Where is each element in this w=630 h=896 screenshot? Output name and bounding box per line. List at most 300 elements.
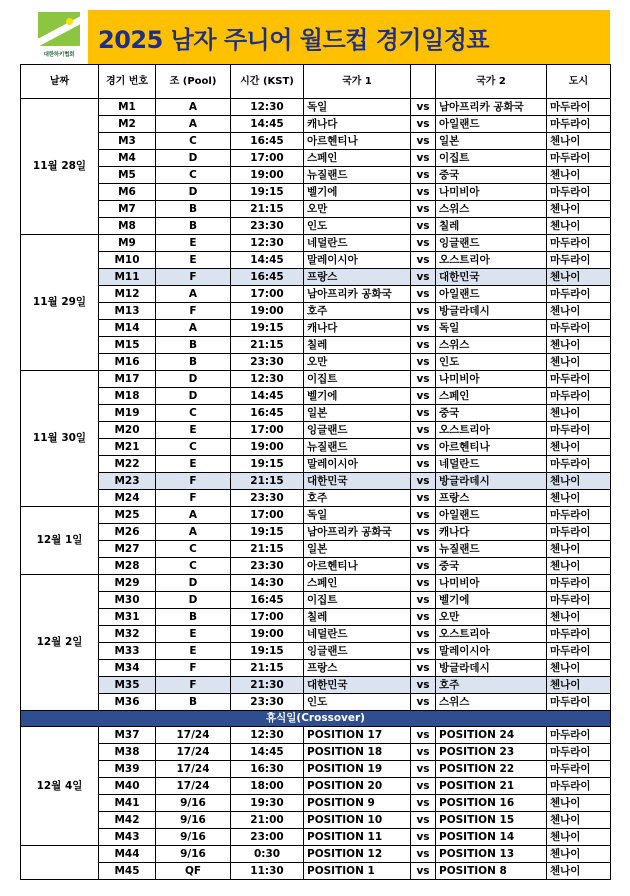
- team-1: 말레이시아: [304, 456, 411, 473]
- team-1: 독일: [304, 507, 411, 524]
- time: 19:15: [231, 524, 304, 541]
- city: 첸나이: [547, 439, 611, 456]
- match-number: M29: [99, 575, 156, 592]
- match-number: M18: [99, 388, 156, 405]
- match-row: [21, 218, 611, 235]
- vs-label: vs: [411, 422, 436, 439]
- time: 14:45: [231, 116, 304, 133]
- team-2: POSITION 23: [436, 744, 547, 761]
- pool: E: [156, 626, 231, 643]
- city: 마두라이: [547, 184, 611, 201]
- team-1: 네덜란드: [304, 235, 411, 252]
- team-1: 스페인: [304, 150, 411, 167]
- match-row: [21, 320, 611, 337]
- pool: C: [156, 167, 231, 184]
- team-2: 대한민국: [436, 269, 547, 286]
- match-row: [21, 558, 611, 575]
- match-number: M17: [99, 371, 156, 388]
- vs-label: vs: [411, 829, 436, 846]
- city: 첸나이: [547, 846, 611, 863]
- time: 12:30: [231, 371, 304, 388]
- match-number: M30: [99, 592, 156, 609]
- time: 12:30: [231, 727, 304, 744]
- pool: C: [156, 541, 231, 558]
- city: 첸나이: [547, 541, 611, 558]
- vs-label: vs: [411, 778, 436, 795]
- city: 마두라이: [547, 150, 611, 167]
- match-number: M19: [99, 405, 156, 422]
- team-2: 호주: [436, 677, 547, 694]
- time: 18:00: [231, 778, 304, 795]
- match-row: [21, 490, 611, 507]
- team-1: 아르헨티나: [304, 133, 411, 150]
- match-row: [21, 439, 611, 456]
- city: 마두라이: [547, 456, 611, 473]
- pool: 17/24: [156, 761, 231, 778]
- logo-mark-icon: [38, 12, 80, 46]
- match-row: [21, 846, 611, 863]
- team-1: 칠레: [304, 337, 411, 354]
- team-2: 스위스: [436, 201, 547, 218]
- team-1: 인도: [304, 218, 411, 235]
- city: 첸나이: [547, 609, 611, 626]
- city: 첸나이: [547, 218, 611, 235]
- match-number: M24: [99, 490, 156, 507]
- team-1: 인도: [304, 694, 411, 711]
- team-2: POSITION 16: [436, 795, 547, 812]
- team-1: 말레이시아: [304, 252, 411, 269]
- match-row: [21, 456, 611, 473]
- header-team-2: 국가 2: [436, 65, 547, 99]
- time: 19:30: [231, 795, 304, 812]
- match-number: M11: [99, 269, 156, 286]
- city: 첸나이: [547, 829, 611, 846]
- time: 19:00: [231, 167, 304, 184]
- vs-label: vs: [411, 388, 436, 405]
- team-2: 나미비아: [436, 371, 547, 388]
- team-1: 대한민국: [304, 473, 411, 490]
- team-2: POSITION 21: [436, 778, 547, 795]
- pool: 17/24: [156, 744, 231, 761]
- match-row: [21, 133, 611, 150]
- time: 21:15: [231, 541, 304, 558]
- city: 마두라이: [547, 761, 611, 778]
- match-row: [21, 473, 611, 490]
- team-1: 네덜란드: [304, 626, 411, 643]
- team-1: 오만: [304, 354, 411, 371]
- team-1: 아르헨티나: [304, 558, 411, 575]
- match-number: M45: [99, 863, 156, 880]
- match-row: [21, 812, 611, 829]
- vs-label: vs: [411, 116, 436, 133]
- time: 16:45: [231, 269, 304, 286]
- match-date: 12월 1일: [21, 507, 99, 575]
- pool: 9/16: [156, 846, 231, 863]
- city: 첸나이: [547, 795, 611, 812]
- schedule-body: [21, 99, 611, 880]
- time: 19:15: [231, 320, 304, 337]
- time: 19:00: [231, 303, 304, 320]
- team-1: 호주: [304, 490, 411, 507]
- vs-label: vs: [411, 354, 436, 371]
- vs-label: vs: [411, 405, 436, 422]
- vs-label: vs: [411, 133, 436, 150]
- team-2: 인도: [436, 354, 547, 371]
- team-1: 스페인: [304, 575, 411, 592]
- pool: D: [156, 575, 231, 592]
- team-2: 방글라데시: [436, 303, 547, 320]
- team-2: POSITION 24: [436, 727, 547, 744]
- vs-label: vs: [411, 643, 436, 660]
- match-row: [21, 575, 611, 592]
- pool: B: [156, 337, 231, 354]
- vs-label: vs: [411, 761, 436, 778]
- match-number: M8: [99, 218, 156, 235]
- match-row: [21, 727, 611, 744]
- match-row: [21, 744, 611, 761]
- rest-day-row: [21, 711, 611, 727]
- city: 마두라이: [547, 422, 611, 439]
- time: 12:30: [231, 235, 304, 252]
- city: 첸나이: [547, 677, 611, 694]
- vs-label: vs: [411, 99, 436, 116]
- time: 19:00: [231, 439, 304, 456]
- match-number: M15: [99, 337, 156, 354]
- team-2: 뉴질랜드: [436, 541, 547, 558]
- pool: A: [156, 320, 231, 337]
- team-1: 대한민국: [304, 677, 411, 694]
- match-row: [21, 167, 611, 184]
- pool: D: [156, 592, 231, 609]
- header-team-1: 국가 1: [304, 65, 411, 99]
- pool: A: [156, 524, 231, 541]
- match-number: M32: [99, 626, 156, 643]
- city: 마두라이: [547, 507, 611, 524]
- match-number: M7: [99, 201, 156, 218]
- match-number: M1: [99, 99, 156, 116]
- time: 16:45: [231, 405, 304, 422]
- team-2: 아일랜드: [436, 116, 547, 133]
- pool: B: [156, 218, 231, 235]
- city: 마두라이: [547, 592, 611, 609]
- city: 마두라이: [547, 575, 611, 592]
- time: 17:00: [231, 507, 304, 524]
- city: 마두라이: [547, 778, 611, 795]
- match-number: M5: [99, 167, 156, 184]
- time: 21:15: [231, 473, 304, 490]
- match-number: M3: [99, 133, 156, 150]
- match-row: [21, 405, 611, 422]
- team-1: 이집트: [304, 371, 411, 388]
- header-match-no: 경기 번호: [99, 65, 156, 99]
- match-row: [21, 235, 611, 252]
- team-2: POSITION 8: [436, 863, 547, 880]
- match-date: 11월 28일: [21, 99, 99, 235]
- match-row: [21, 303, 611, 320]
- header-city: 도시: [547, 65, 611, 99]
- team-2: 스위스: [436, 694, 547, 711]
- match-row: [21, 677, 611, 694]
- team-1: POSITION 9: [304, 795, 411, 812]
- pool: E: [156, 422, 231, 439]
- vs-label: vs: [411, 812, 436, 829]
- time: 21:15: [231, 337, 304, 354]
- city: 마두라이: [547, 388, 611, 405]
- time: 16:45: [231, 592, 304, 609]
- vs-label: vs: [411, 795, 436, 812]
- match-number: M4: [99, 150, 156, 167]
- vs-label: vs: [411, 439, 436, 456]
- match-row: [21, 761, 611, 778]
- team-2: 오만: [436, 609, 547, 626]
- team-2: 아르헨티나: [436, 439, 547, 456]
- match-date: 12월 4일: [21, 727, 99, 846]
- match-number: M23: [99, 473, 156, 490]
- team-1: POSITION 19: [304, 761, 411, 778]
- team-1: POSITION 20: [304, 778, 411, 795]
- time: 17:00: [231, 286, 304, 303]
- match-number: M35: [99, 677, 156, 694]
- match-row: [21, 626, 611, 643]
- pool: F: [156, 677, 231, 694]
- time: 21:15: [231, 660, 304, 677]
- match-number: M20: [99, 422, 156, 439]
- pool: 9/16: [156, 795, 231, 812]
- vs-label: vs: [411, 677, 436, 694]
- match-number: M12: [99, 286, 156, 303]
- vs-label: vs: [411, 456, 436, 473]
- match-row: [21, 609, 611, 626]
- city: 마두라이: [547, 524, 611, 541]
- team-1: 뉴질랜드: [304, 167, 411, 184]
- time: 23:30: [231, 354, 304, 371]
- pool: F: [156, 269, 231, 286]
- match-row: [21, 660, 611, 677]
- city: 첸나이: [547, 558, 611, 575]
- team-1: 캐나다: [304, 320, 411, 337]
- vs-label: vs: [411, 524, 436, 541]
- team-1: 캐나다: [304, 116, 411, 133]
- team-1: POSITION 1: [304, 863, 411, 880]
- city: 마두라이: [547, 320, 611, 337]
- team-2: 말레이시아: [436, 643, 547, 660]
- vs-label: vs: [411, 303, 436, 320]
- match-row: [21, 201, 611, 218]
- time: 19:15: [231, 456, 304, 473]
- city: 마두라이: [547, 235, 611, 252]
- team-2: 나미비아: [436, 184, 547, 201]
- pool: B: [156, 201, 231, 218]
- city: 첸나이: [547, 201, 611, 218]
- team-1: 오만: [304, 201, 411, 218]
- vs-label: vs: [411, 252, 436, 269]
- time: 23:00: [231, 829, 304, 846]
- time: 17:00: [231, 422, 304, 439]
- city: 첸나이: [547, 337, 611, 354]
- city: 마두라이: [547, 626, 611, 643]
- pool: E: [156, 456, 231, 473]
- team-2: 중국: [436, 167, 547, 184]
- hockey-association-logo: [34, 10, 84, 64]
- time: 11:30: [231, 863, 304, 880]
- match-row: [21, 541, 611, 558]
- city: 첸나이: [547, 269, 611, 286]
- time: 14:45: [231, 388, 304, 405]
- vs-label: vs: [411, 694, 436, 711]
- vs-label: vs: [411, 269, 436, 286]
- vs-label: vs: [411, 592, 436, 609]
- vs-label: vs: [411, 507, 436, 524]
- match-row: [21, 863, 611, 880]
- team-2: 캐나다: [436, 524, 547, 541]
- match-number: M39: [99, 761, 156, 778]
- pool: E: [156, 235, 231, 252]
- match-row: [21, 116, 611, 133]
- city: 마두라이: [547, 286, 611, 303]
- table-header-row: [21, 65, 611, 99]
- match-number: M36: [99, 694, 156, 711]
- team-2: 이집트: [436, 150, 547, 167]
- team-1: POSITION 17: [304, 727, 411, 744]
- team-2: POSITION 13: [436, 846, 547, 863]
- vs-label: vs: [411, 184, 436, 201]
- match-row: [21, 337, 611, 354]
- pool: F: [156, 490, 231, 507]
- match-row: [21, 150, 611, 167]
- team-1: 남아프리카 공화국: [304, 524, 411, 541]
- page-header: [34, 10, 610, 64]
- team-1: POSITION 11: [304, 829, 411, 846]
- city: 첸나이: [547, 812, 611, 829]
- match-number: M43: [99, 829, 156, 846]
- match-row: [21, 354, 611, 371]
- time: 0:30: [231, 846, 304, 863]
- pool: 17/24: [156, 778, 231, 795]
- pool: B: [156, 609, 231, 626]
- pool: 9/16: [156, 812, 231, 829]
- vs-label: vs: [411, 286, 436, 303]
- team-2: 아일랜드: [436, 507, 547, 524]
- vs-label: vs: [411, 863, 436, 880]
- match-row: [21, 184, 611, 201]
- vs-label: vs: [411, 490, 436, 507]
- time: 19:00: [231, 626, 304, 643]
- team-2: 중국: [436, 558, 547, 575]
- team-1: POSITION 18: [304, 744, 411, 761]
- pool: C: [156, 405, 231, 422]
- pool: D: [156, 371, 231, 388]
- team-2: 스위스: [436, 337, 547, 354]
- team-2: 잉글랜드: [436, 235, 547, 252]
- pool: B: [156, 354, 231, 371]
- match-number: M28: [99, 558, 156, 575]
- team-2: 오스트리아: [436, 252, 547, 269]
- team-2: POSITION 14: [436, 829, 547, 846]
- team-2: 아일랜드: [436, 286, 547, 303]
- vs-label: vs: [411, 337, 436, 354]
- title-bar: [88, 10, 610, 64]
- logo-text: 대한하키협회: [43, 52, 75, 58]
- time: 14:45: [231, 252, 304, 269]
- team-2: 일본: [436, 133, 547, 150]
- city: 첸나이: [547, 405, 611, 422]
- match-number: M16: [99, 354, 156, 371]
- pool: QF: [156, 863, 231, 880]
- city: 첸나이: [547, 354, 611, 371]
- pool: C: [156, 439, 231, 456]
- match-row: [21, 795, 611, 812]
- time: 17:00: [231, 609, 304, 626]
- match-number: M34: [99, 660, 156, 677]
- match-row: [21, 422, 611, 439]
- schedule-table: [20, 64, 611, 880]
- vs-label: vs: [411, 744, 436, 761]
- pool: D: [156, 388, 231, 405]
- time: 23:30: [231, 558, 304, 575]
- match-number: M25: [99, 507, 156, 524]
- pool: A: [156, 507, 231, 524]
- team-1: 프랑스: [304, 660, 411, 677]
- match-number: M26: [99, 524, 156, 541]
- match-row: [21, 252, 611, 269]
- match-row: [21, 371, 611, 388]
- pool: 17/24: [156, 727, 231, 744]
- team-2: 방글라데시: [436, 660, 547, 677]
- match-number: M21: [99, 439, 156, 456]
- team-1: 이집트: [304, 592, 411, 609]
- match-number: M22: [99, 456, 156, 473]
- match-row: [21, 269, 611, 286]
- team-1: POSITION 10: [304, 812, 411, 829]
- team-1: 일본: [304, 405, 411, 422]
- vs-label: vs: [411, 626, 436, 643]
- match-number: M27: [99, 541, 156, 558]
- match-number: M44: [99, 846, 156, 863]
- pool: E: [156, 643, 231, 660]
- city: 첸나이: [547, 303, 611, 320]
- vs-label: vs: [411, 320, 436, 337]
- team-1: 남아프리카 공화국: [304, 286, 411, 303]
- pool: E: [156, 252, 231, 269]
- team-2: 네덜란드: [436, 456, 547, 473]
- match-row: [21, 643, 611, 660]
- match-row: [21, 286, 611, 303]
- vs-label: vs: [411, 846, 436, 863]
- time: 12:30: [231, 99, 304, 116]
- team-1: POSITION 12: [304, 846, 411, 863]
- match-number: M14: [99, 320, 156, 337]
- match-number: M41: [99, 795, 156, 812]
- pool: F: [156, 303, 231, 320]
- vs-label: vs: [411, 218, 436, 235]
- match-date: 11월 29일: [21, 235, 99, 371]
- match-row: [21, 524, 611, 541]
- team-2: 오스트리아: [436, 626, 547, 643]
- team-1: 벨기에: [304, 184, 411, 201]
- team-1: 칠레: [304, 609, 411, 626]
- city: 마두라이: [547, 371, 611, 388]
- time: 16:45: [231, 133, 304, 150]
- city: 첸나이: [547, 473, 611, 490]
- team-1: 호주: [304, 303, 411, 320]
- match-row: [21, 778, 611, 795]
- vs-label: vs: [411, 541, 436, 558]
- match-row: [21, 592, 611, 609]
- vs-label: vs: [411, 167, 436, 184]
- match-number: M9: [99, 235, 156, 252]
- city: 첸나이: [547, 660, 611, 677]
- pool: A: [156, 99, 231, 116]
